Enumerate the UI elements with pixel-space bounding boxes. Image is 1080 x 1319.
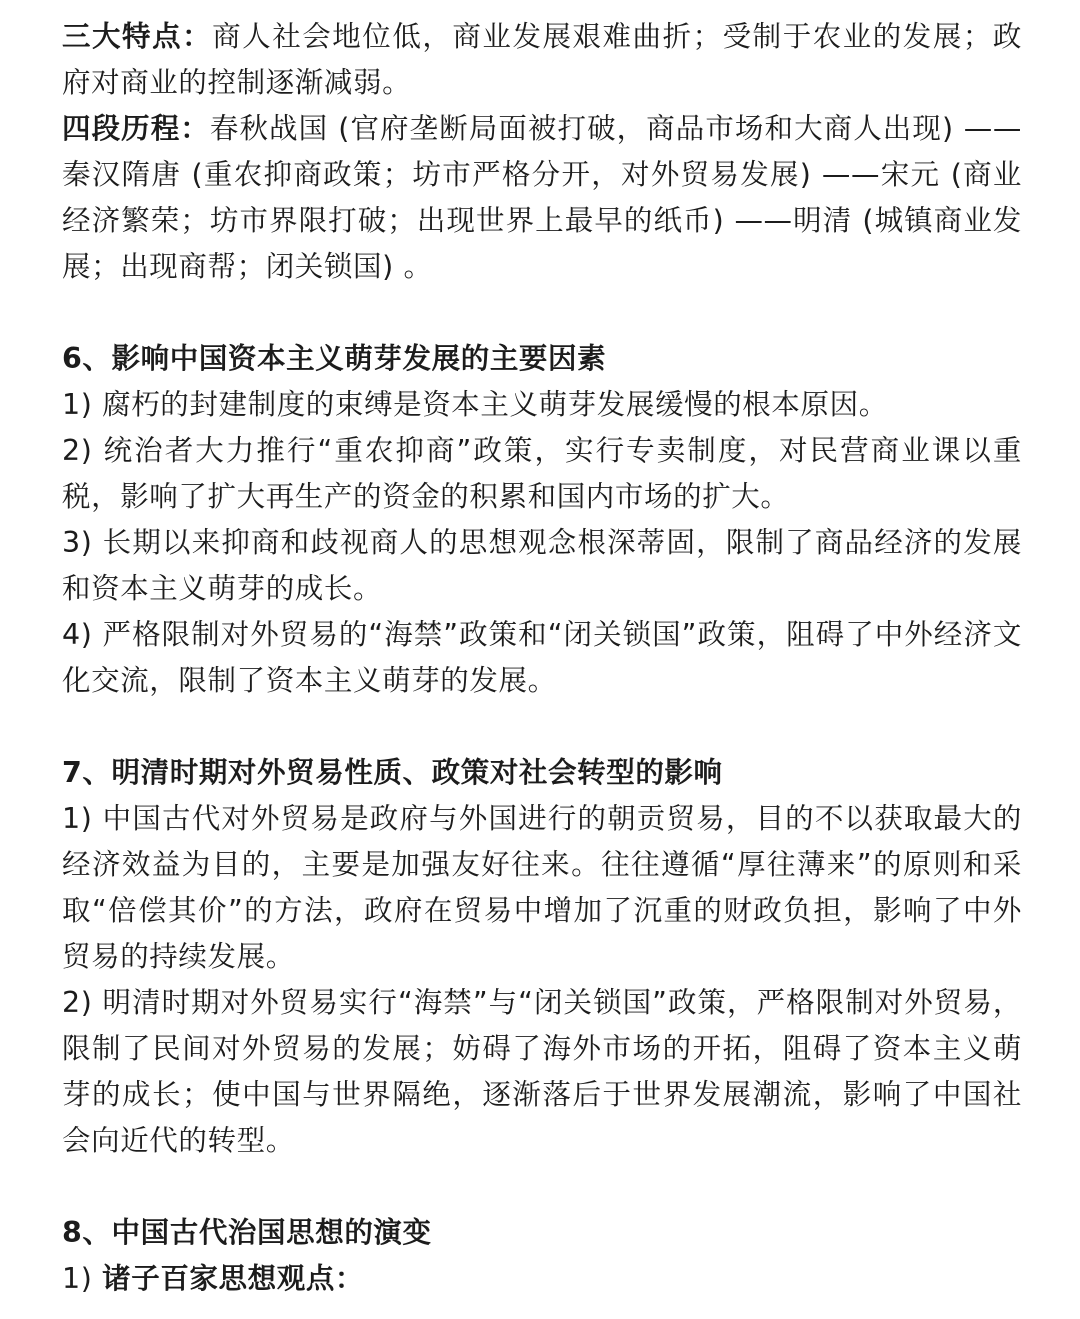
section8-sub-label: 诸子百家思想观点： [102, 1262, 365, 1295]
section6-heading: 6、影响中国资本主义萌芽发展的主要因素 [62, 342, 607, 375]
stages-text: 春秋战国 (官府垄断局面被打破，商品市场和大商人出现) ——秦汉隋唐 (重农抑商政策；坊市严格分开，对外贸易发展) ——宋元 (商业经济繁荣；坊市界限打破；出现世界上最早的纸币) ——明清 (城镇商业发展；出现商帮；闭关锁国) 。 [62, 112, 1022, 283]
spacer [62, 704, 1022, 750]
section7-item: 2) 明清时期对外贸易实行“海禁”与“闭关锁国”政策，严格限制对外贸易，限制了民间对外贸易的发展；妨碍了海外市场的开拓，阻碍了资本主义萌芽的成长；使中国与世界隔绝，逐渐落后于世界发展潮流，影响了中国社会向近代的转型。 [62, 986, 1022, 1157]
section7-item: 1) 中国古代对外贸易是政府与外国进行的朝贡贸易，目的不以获取最大的经济效益为目的，主要是加强友好往来。往往遵循“厚往薄来”的原则和采取“倍偿其价”的方法，政府在贸易中增加了沉重的财政负担，影响了中外贸易的持续发展。 [62, 802, 1022, 973]
features-text: 商人社会地位低，商业发展艰难曲折；受制于农业的发展；政府对商业的控制逐渐减弱。 [62, 20, 1022, 99]
section8-sub-number: 1) [62, 1262, 93, 1295]
section8-heading: 8、中国古代治国思想的演变 [62, 1216, 432, 1249]
section6-item: 4) 严格限制对外贸易的“海禁”政策和“闭关锁国”政策，阻碍了中外经济文化交流，限制了资本主义萌芽的发展。 [62, 618, 1022, 697]
document-page [62, 14, 1022, 1302]
section7-heading: 7、明清时期对外贸易性质、政策对社会转型的影响 [62, 756, 723, 789]
section8-subheading [62, 1256, 1022, 1302]
stages-paragraph [62, 106, 1022, 290]
spacer [62, 1164, 1022, 1210]
section6-item: 2) 统治者大力推行“重农抑商”政策，实行专卖制度，对民营商业课以重税，影响了扩大再生产的资金的积累和国内市场的扩大。 [62, 434, 1022, 513]
spacer [62, 290, 1022, 336]
section6-item: 1) 腐朽的封建制度的束缚是资本主义萌芽发展缓慢的根本原因。 [62, 388, 888, 421]
section6-item: 3) 长期以来抑商和歧视商人的思想观念根深蒂固，限制了商品经济的发展和资本主义萌芽的成长。 [62, 526, 1022, 605]
features-label: 三大特点： [62, 20, 213, 53]
stages-label: 四段历程： [62, 112, 210, 145]
features-paragraph [62, 14, 1022, 106]
